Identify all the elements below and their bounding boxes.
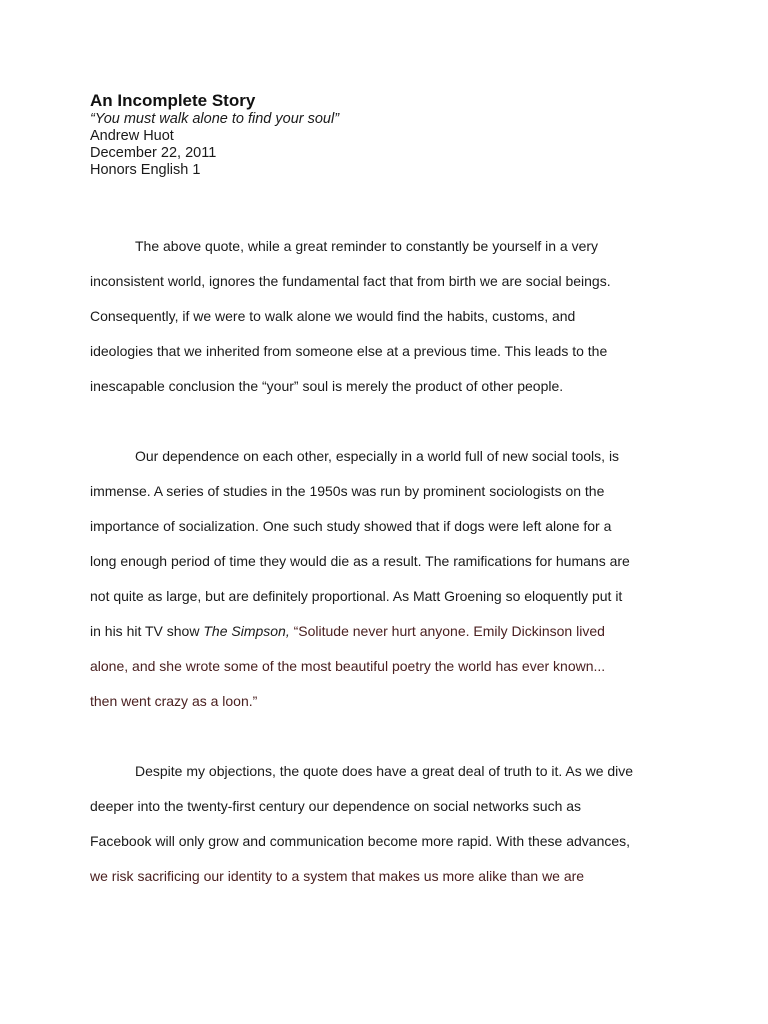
paragraph-3 [90,754,680,894]
quote-line: alone, and she wrote some of the most beautiful poetry the world has ever known... [90,658,606,674]
essay-body [90,229,680,929]
paragraph-line: The above quote, while a great reminder to constantly be yourself in a very [135,238,599,254]
paragraph-line: immense. A series of studies in the 1950s was run by prominent sociologists on the [90,483,605,499]
paragraph-line: Facebook will only grow and communication become more rapid. With these advances, [90,833,631,849]
document-title: An Incomplete Story [90,91,256,110]
paragraph-line: Despite my objections, the quote does have a great deal of truth to it. As we dive [135,763,634,779]
paragraph-line: Consequently, if we were to walk alone we would find the habits, customs, and [90,308,576,324]
show-title: The Simpson, [203,623,290,639]
paragraph-line: we risk sacrificing our identity to a system that makes us more alike than we are [90,868,585,884]
paragraph-line: deeper into the twenty-first century our dependence on social networks such as [90,798,582,814]
paragraph-line: inescapable conclusion the “your” soul is merely the product of other people. [90,378,564,394]
document-subtitle: “You must walk alone to find your soul” [90,111,340,127]
paragraph-line: inconsistent world, ignores the fundamental fact that from birth we are social beings. [90,273,611,289]
paragraph-1 [90,229,680,404]
quote-start: “Solitude never hurt anyone. Emily Dickinson lived [289,623,605,639]
show-prefix: in his hit TV show [90,623,204,639]
paragraph-line: ideologies that we inherited from someone else at a previous time. This leads to the [90,343,608,359]
paragraph-2 [90,439,680,719]
document-date: December 22, 2011 [90,145,217,161]
quote-line: then went crazy as a loon.” [90,693,258,709]
paragraph-line-show [90,614,680,649]
paragraph-line: Our dependence on each other, especially in a world full of new social tools, is [135,448,620,464]
paragraph-line: long enough period of time they would die as a result. The ramifications for humans are [90,553,630,569]
paragraph-line: not quite as large, but are definitely proportional. As Matt Groening so eloquently put it [90,588,623,604]
document-header [90,90,690,179]
paragraph-line: importance of socialization. One such study showed that if dogs were left alone for a [90,518,612,534]
author-name: Andrew Huot [90,128,174,144]
course-name: Honors English 1 [90,162,201,178]
